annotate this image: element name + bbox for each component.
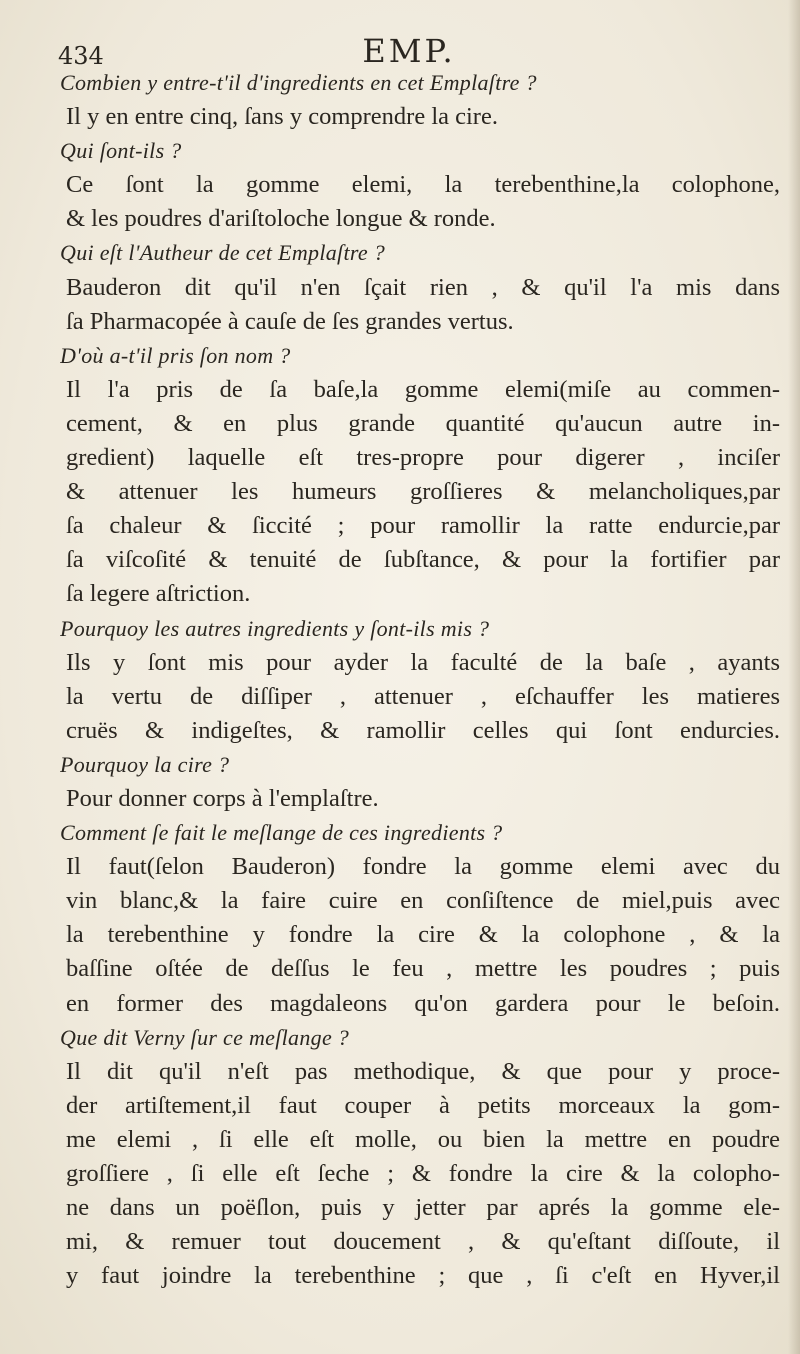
answer-line: cruës & indigeſtes, & ramollir celles qui ſont endurcies. [66,716,780,744]
answer-line: der artiſtement,il faut couper à petits morceaux la gom- [66,1091,780,1119]
answer-line: la terebenthine y fondre la cire & la colophone , & la [66,921,780,949]
answer-line: ſa Pharmacopée à cauſe de ſes grandes vertus. [66,307,514,335]
answer-line: Bauderon dit qu'il n'en ſçait rien , & qu'il l'a mis dans [66,273,780,301]
answer-line: vin blanc,& la faire cuire en conſiſtence de miel,puis avec [66,887,780,915]
page-edge-shadow [788,0,800,1354]
answer-line: Ils y ſont mis pour ayder la faculté de la baſe , ayants [66,648,780,676]
question-line: Que dit Verny ſur ce meſlange ? [60,1024,350,1050]
running-head: EMP. [362,32,456,70]
question-line: Pourquoy la cire ? [60,751,230,777]
answer-line: gredient) laquelle eſt tres-propre pour digerer , inciſer [66,444,780,472]
answer-line: cement, & en plus grande quantité qu'aucun autre in- [66,409,780,437]
answer-line: mi, & remuer tout doucement , & qu'eſtant diſſoute, il [66,1228,780,1256]
answer-line: y faut joindre la terebenthine ; que , ſi c'eſt en Hyver,il [66,1262,780,1290]
question-line: Qui eſt l'Autheur de cet Emplaſtre ? [60,240,386,266]
answer-line: Il dit qu'il n'eſt pas methodique, & que pour y proce- [66,1057,780,1085]
question-line: Combien y entre-t'il d'ingredients en cet Emplaſtre ? [60,70,537,95]
answer-line: & les poudres d'ariſtoloche longue & ronde. [66,205,496,233]
question-line: Qui ſont-ils ? [60,138,182,164]
question-line: Pourquoy les autres ingredients y ſont-ils mis ? [60,615,490,641]
answer-line: Pour donner corps à l'emplaſtre. [66,784,379,812]
answer-line: en former des magdaleons qu'on gardera pour le beſoin. [66,989,780,1017]
answer-line: & attenuer les humeurs groſſieres & melancholiques,par [66,478,780,506]
answer-line: Il y en entre cinq, ſans y comprendre la cire. [66,103,498,131]
page-header [58,22,760,70]
answer-line: ſa viſcoſité & tenuité de ſubſtance, & pour la fortifier par [66,546,780,574]
text-body [60,66,780,1293]
answer-line: Il l'a pris de ſa baſe,la gomme elemi(miſe au commen- [66,375,780,403]
answer-line: me elemi , ſi elle eſt molle, ou bien la mettre en poudre [66,1125,780,1153]
answer-line: Il faut(ſelon Bauderon) fondre la gomme elemi avec du [66,853,780,881]
question-line: Comment ſe fait le meſlange de ces ingredients ? [60,820,503,846]
page-number: 434 [58,42,104,70]
answer-line: ne dans un poëſlon, puis y jetter par aprés la gomme ele- [66,1194,780,1222]
answer-line: ſa legere aſtriction. [66,580,251,608]
question-line: D'où a-t'il pris ſon nom ? [60,342,291,368]
answer-line: ſa chaleur & ſiccité ; pour ramollir la ratte endurcie,par [66,512,780,540]
answer-line: la vertu de diſſiper , attenuer , eſchauffer les matieres [66,682,780,710]
answer-line: groſſiere , ſi elle eſt ſeche ; & fondre la cire & la colopho- [66,1160,780,1187]
answer-line: Ce ſont la gomme elemi, la terebenthine,la colophone, [66,171,780,199]
answer-line: baſſine oſtée de deſſus le feu , mettre les poudres ; puis [66,955,780,983]
